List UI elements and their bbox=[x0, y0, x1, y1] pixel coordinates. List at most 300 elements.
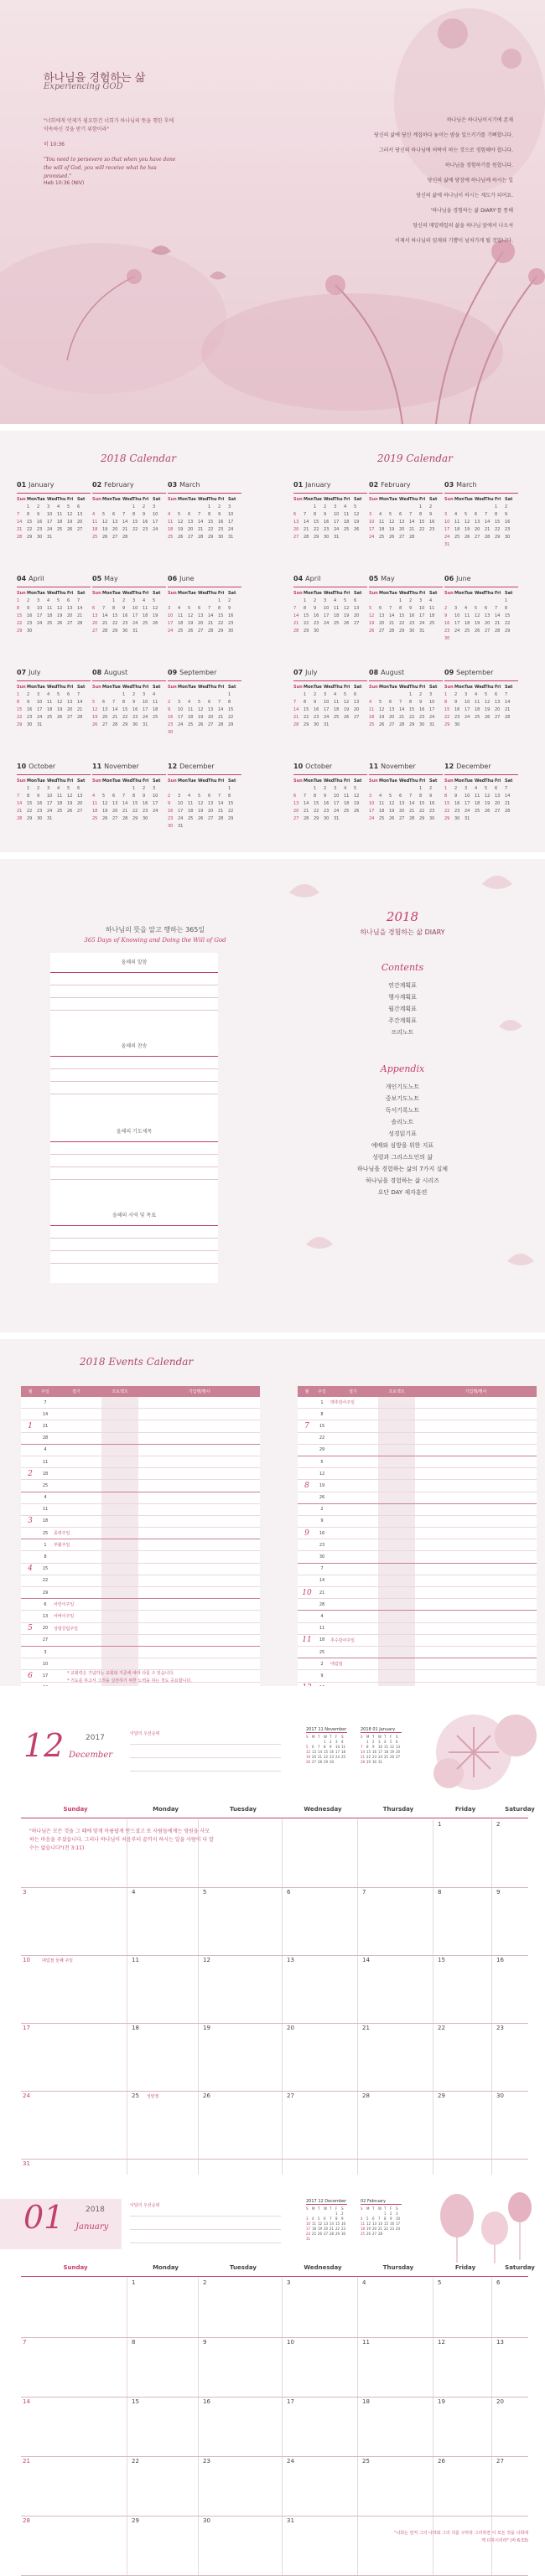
day-number: 4 bbox=[57, 504, 60, 510]
day-number: 23 bbox=[324, 809, 330, 814]
day-number: 22 bbox=[228, 809, 234, 814]
calendar-day[interactable]: 27 bbox=[496, 2458, 504, 2465]
day-number: 28 bbox=[17, 816, 23, 821]
toc-appendix-item[interactable]: 예배와 심방을 위한 지표 bbox=[371, 1142, 434, 1149]
day-number: 2 bbox=[168, 700, 171, 705]
table-row: 6 어린이주일 bbox=[21, 1599, 260, 1611]
day-number: 8 bbox=[505, 606, 508, 611]
calendar-day[interactable]: 18 bbox=[132, 2025, 139, 2031]
calendar-day[interactable]: 7 bbox=[23, 2339, 27, 2346]
day-number: 16 bbox=[168, 809, 174, 814]
day-number: 4 bbox=[334, 692, 337, 697]
toc-appendix-item[interactable]: 요단 DAY 제자훈련 bbox=[377, 1189, 428, 1196]
day-number: 10 bbox=[369, 801, 375, 806]
day-number: 25 bbox=[168, 535, 174, 540]
toc-appendix-item[interactable]: 솔리노트 bbox=[391, 1119, 414, 1125]
day-number: 10 bbox=[429, 700, 435, 705]
day-number: 20 bbox=[354, 707, 360, 712]
day-number: 19 bbox=[344, 707, 350, 712]
day-number: 28 bbox=[304, 535, 309, 540]
calendar-day[interactable]: 21 bbox=[362, 2025, 370, 2031]
calendar-day[interactable]: 11 bbox=[132, 1957, 139, 1963]
calendar-day[interactable]: 19 bbox=[203, 2025, 210, 2031]
calendar-day[interactable]: 8 bbox=[438, 1889, 442, 1896]
calendar-day[interactable]: 1 bbox=[132, 2279, 136, 2286]
calendar-day[interactable]: 13 bbox=[496, 2339, 504, 2346]
day-number: 9 bbox=[143, 512, 146, 517]
intro-heading-korean: 하나님의 뜻을 알고 행하는 365일 bbox=[105, 926, 205, 934]
toc-item[interactable]: 행사계획표 bbox=[388, 994, 417, 1001]
weekday-label: Fri bbox=[67, 778, 74, 784]
day-number: 16 bbox=[27, 707, 33, 712]
weekday-label: Sun bbox=[444, 591, 454, 596]
day-number: 7 bbox=[122, 512, 126, 517]
toc-appendix-item[interactable]: 하나님을 경험하는 삶 시리즈 bbox=[366, 1177, 439, 1184]
day-number: 2 bbox=[27, 692, 30, 697]
weekday-label: Fri bbox=[344, 778, 350, 784]
day-number: 19 bbox=[102, 527, 108, 532]
weekday-label: Mon bbox=[27, 685, 37, 690]
day-number: 23 bbox=[454, 715, 460, 720]
day-number: 23 bbox=[37, 527, 43, 532]
day-number: 24 bbox=[153, 809, 158, 814]
day-number: 24 bbox=[168, 628, 174, 634]
table-row: 8 bbox=[298, 1409, 537, 1420]
day-number: 9 bbox=[132, 700, 136, 705]
weekday-label: Fri bbox=[419, 497, 426, 502]
calendar-day[interactable]: 9 bbox=[496, 1889, 501, 1896]
month-calendar bbox=[444, 575, 518, 667]
calendar-day[interactable]: 25 bbox=[132, 2092, 139, 2099]
calendar-day[interactable]: 26 bbox=[203, 2092, 210, 2099]
day-number: 29 bbox=[17, 628, 23, 634]
day-number: 4 bbox=[188, 700, 191, 705]
day-number: 6 bbox=[112, 512, 116, 517]
weekday-label: Mon bbox=[27, 497, 37, 502]
day-number: 19 bbox=[198, 715, 204, 720]
day-number: 10 bbox=[168, 613, 174, 618]
day-number: 1 bbox=[17, 598, 20, 603]
goal-section-prayer: 올해의 기도제목 bbox=[50, 1127, 218, 1192]
month-name: September bbox=[179, 669, 217, 676]
day-number: 13 bbox=[293, 801, 299, 806]
day-number: 7 bbox=[389, 606, 392, 611]
calendar-day[interactable]: 2 bbox=[496, 1821, 501, 1828]
day-number: 22 bbox=[399, 621, 405, 626]
calendar-day[interactable]: 10 bbox=[23, 1957, 30, 1963]
toc-item[interactable]: 월간계획표 bbox=[388, 1006, 417, 1012]
day-number: 6 bbox=[208, 700, 211, 705]
day-number: 8 bbox=[228, 794, 231, 799]
weekday-label: Sat bbox=[153, 778, 161, 784]
day-number: 28 bbox=[122, 816, 128, 821]
calendar-day[interactable]: 31 bbox=[23, 2160, 30, 2167]
toc-contents-heading: Contents bbox=[381, 962, 424, 973]
day-number: 30 bbox=[27, 628, 33, 634]
month-name: September bbox=[456, 669, 494, 676]
day-number: 19 bbox=[153, 613, 158, 618]
weekday-label: Mon bbox=[178, 497, 188, 502]
calendar-day[interactable]: 11 bbox=[362, 2339, 370, 2346]
weekday-label: Thu bbox=[334, 591, 343, 596]
calendar-day[interactable]: 2 bbox=[203, 2279, 207, 2286]
day-number: 11 bbox=[465, 613, 470, 618]
table-row: 9 16 bbox=[298, 1528, 537, 1539]
day-number: 30 bbox=[505, 535, 511, 540]
weekday-label: Thu bbox=[409, 497, 418, 502]
calendar-day[interactable]: 12 bbox=[438, 2339, 445, 2346]
day-number: 8 bbox=[304, 700, 307, 705]
day-number: 28 bbox=[399, 722, 405, 727]
toc-item[interactable]: 주간계획표 bbox=[388, 1017, 417, 1024]
weekday-label: Sat bbox=[429, 591, 438, 596]
day-number: 3 bbox=[178, 700, 181, 705]
day-number: 16 bbox=[37, 520, 43, 525]
day-number: 14 bbox=[409, 801, 415, 806]
day-number: 28 bbox=[102, 628, 108, 634]
day-number: 13 bbox=[67, 606, 73, 611]
day-number: 16 bbox=[429, 801, 435, 806]
day-number: 24 bbox=[465, 715, 470, 720]
weekday-label: Sun bbox=[168, 497, 177, 502]
toc-appendix-item[interactable]: 중보기도노트 bbox=[385, 1095, 420, 1102]
month-name: August bbox=[381, 669, 405, 676]
month-calendar bbox=[168, 575, 241, 667]
toc-appendix-item[interactable]: 하나님을 경험하는 삶의 7가지 실체 bbox=[356, 1166, 449, 1172]
month-year: 2017 bbox=[86, 1734, 105, 1742]
mini-calendar-prev: 2017 11 November S M T W T F S 1 2 3 4 5 6 7 8 9 10 11 12 13 14 15 16 17 18 19 20 21 22 23 24 25 26 27 28 29 30 bbox=[306, 1727, 347, 1764]
calendar-day[interactable]: 17 bbox=[287, 2398, 294, 2405]
day-number: 16 bbox=[409, 613, 415, 618]
day-number: 24 bbox=[47, 527, 53, 532]
calendar-day[interactable]: 14 bbox=[23, 2398, 30, 2405]
weekday-label: Fri bbox=[218, 591, 225, 596]
day-number: 14 bbox=[17, 520, 23, 525]
calendar-day[interactable]: 3 bbox=[23, 1889, 27, 1896]
day-number: 2 bbox=[429, 786, 433, 791]
day-number: 9 bbox=[324, 794, 327, 799]
weekday-label: Fri bbox=[344, 685, 350, 690]
day-number: 25 bbox=[334, 621, 340, 626]
day-number: 21 bbox=[409, 809, 415, 814]
day-number: 23 bbox=[505, 527, 511, 532]
day-number: 8 bbox=[399, 606, 402, 611]
month-number: 03 bbox=[168, 481, 178, 489]
day-number: 7 bbox=[77, 598, 80, 603]
table-row: 25 bbox=[21, 1480, 260, 1492]
weekday-label: Fri bbox=[419, 685, 426, 690]
weekday-label: Mon bbox=[102, 685, 112, 690]
day-number: 25 bbox=[57, 527, 63, 532]
toc-item[interactable]: 연간계획표 bbox=[388, 982, 417, 989]
day-number: 25 bbox=[178, 628, 184, 634]
day-number: 17 bbox=[369, 809, 375, 814]
day-number: 12 bbox=[344, 700, 350, 705]
day-number: 12 bbox=[57, 700, 63, 705]
day-number: 5 bbox=[344, 598, 347, 603]
day-number: 14 bbox=[112, 707, 118, 712]
weekday-label: Tue bbox=[465, 685, 473, 690]
calendar-day[interactable]: 17 bbox=[23, 2025, 30, 2031]
calendar-day[interactable]: 20 bbox=[287, 2025, 294, 2031]
table-row: 7 bbox=[21, 1397, 260, 1409]
calendar-day[interactable]: 21 bbox=[23, 2458, 30, 2465]
day-number: 20 bbox=[475, 527, 480, 532]
day-number: 22 bbox=[208, 527, 214, 532]
calendar-day[interactable]: 30 bbox=[203, 2517, 210, 2524]
day-number: 9 bbox=[168, 801, 171, 806]
weekday-header: Sunday bbox=[63, 1806, 88, 1813]
day-number: 16 bbox=[27, 613, 33, 618]
calendar-day[interactable]: 30 bbox=[496, 2092, 504, 2099]
day-number: 15 bbox=[112, 613, 118, 618]
calendar-day[interactable]: 27 bbox=[287, 2092, 294, 2099]
day-number: 7 bbox=[495, 606, 498, 611]
toc-appendix-item[interactable]: 성경읽기표 bbox=[388, 1130, 417, 1137]
weekday-label: Thu bbox=[208, 591, 217, 596]
day-number: 3 bbox=[369, 512, 372, 517]
day-number: 30 bbox=[454, 722, 460, 727]
calendar-day[interactable]: 25 bbox=[362, 2458, 370, 2465]
snowflake-decoration bbox=[415, 1710, 545, 1794]
day-number: 21 bbox=[485, 527, 490, 532]
calendar-day[interactable]: 22 bbox=[438, 2025, 445, 2031]
table-row: 2 bbox=[298, 1504, 537, 1516]
day-number: 12 bbox=[153, 606, 158, 611]
day-number: 9 bbox=[505, 512, 508, 517]
day-number: 25 bbox=[379, 816, 385, 821]
balloon-decoration bbox=[419, 2182, 545, 2266]
day-number: 26 bbox=[178, 535, 184, 540]
day-number: 19 bbox=[102, 809, 108, 814]
day-number: 4 bbox=[475, 692, 478, 697]
day-number: 16 bbox=[454, 801, 460, 806]
day-number: 10 bbox=[47, 512, 53, 517]
day-number: 16 bbox=[218, 520, 224, 525]
day-number: 1 bbox=[314, 786, 317, 791]
calendar-day[interactable]: 22 bbox=[132, 2458, 139, 2465]
day-number: 17 bbox=[153, 520, 158, 525]
calendar-day[interactable]: 4 bbox=[362, 2279, 366, 2286]
day-number: 21 bbox=[122, 527, 128, 532]
day-number: 29 bbox=[419, 816, 425, 821]
calendar-day[interactable]: 3 bbox=[287, 2279, 291, 2286]
calendar-day[interactable]: 4 bbox=[132, 1889, 136, 1896]
day-number: 28 bbox=[485, 535, 490, 540]
toc-item[interactable]: 프리노트 bbox=[391, 1029, 414, 1036]
calendar-day[interactable]: 23 bbox=[203, 2458, 210, 2465]
day-number: 10 bbox=[334, 512, 340, 517]
weekday-label: Thu bbox=[132, 591, 142, 596]
month-calendar bbox=[369, 575, 443, 667]
calendar-day[interactable]: 10 bbox=[287, 2339, 294, 2346]
day-number: 8 bbox=[112, 606, 116, 611]
weekday-label: Fri bbox=[218, 778, 225, 784]
calendar-day[interactable]: 29 bbox=[132, 2517, 139, 2524]
calendar-day[interactable]: 15 bbox=[438, 1957, 445, 1963]
calendar-day[interactable]: 31 bbox=[287, 2517, 294, 2524]
calendar-day[interactable]: 16 bbox=[203, 2398, 210, 2405]
calendar-day[interactable]: 16 bbox=[496, 1957, 504, 1963]
calendar-day[interactable]: 13 bbox=[287, 1957, 294, 1963]
day-number: 30 bbox=[454, 816, 460, 821]
day-number: 15 bbox=[409, 707, 415, 712]
calendar-day[interactable]: 5 bbox=[438, 2279, 442, 2286]
day-number: 5 bbox=[57, 598, 60, 603]
toc-appendix-item[interactable]: 성령과 그리스도인의 삶 bbox=[371, 1154, 433, 1161]
calendar-day[interactable]: 24 bbox=[23, 2092, 30, 2099]
day-number: 23 bbox=[143, 527, 148, 532]
calendar-day[interactable]: 8 bbox=[132, 2339, 136, 2346]
day-number: 22 bbox=[304, 715, 309, 720]
weekday-header: Tuesday bbox=[230, 1806, 257, 1813]
intro-line: 당신의 매일매일의 삶을 하나님 앞에서 나오셔 bbox=[413, 223, 513, 229]
day-number: 27 bbox=[92, 628, 98, 634]
day-number: 3 bbox=[334, 786, 337, 791]
weekday-label: Sun bbox=[17, 778, 26, 784]
day-number: 11 bbox=[188, 801, 194, 806]
day-number: 17 bbox=[143, 707, 148, 712]
day-number: 6 bbox=[293, 512, 297, 517]
day-number: 7 bbox=[218, 794, 221, 799]
day-number: 4 bbox=[369, 700, 372, 705]
day-number: 2 bbox=[419, 692, 423, 697]
cover-quote-korean-ref: 히 10:36 bbox=[44, 142, 65, 147]
table-row: 1 21 bbox=[21, 1420, 260, 1432]
month-number: 02 bbox=[369, 481, 379, 489]
day-number: 12 bbox=[57, 606, 63, 611]
day-number: 13 bbox=[354, 700, 360, 705]
day-number: 19 bbox=[354, 520, 360, 525]
day-number: 26 bbox=[67, 527, 73, 532]
day-number: 17 bbox=[153, 801, 158, 806]
day-number: 20 bbox=[102, 715, 108, 720]
day-number: 5 bbox=[92, 700, 96, 705]
day-number: 12 bbox=[389, 801, 395, 806]
day-number: 26 bbox=[485, 715, 490, 720]
day-number: 26 bbox=[57, 621, 63, 626]
day-number: 19 bbox=[485, 707, 490, 712]
calendar-day[interactable]: 14 bbox=[362, 1957, 370, 1963]
month-name: August bbox=[104, 669, 128, 676]
weekday-label: Sat bbox=[77, 591, 86, 596]
month-name: March bbox=[179, 481, 200, 489]
day-number: 15 bbox=[27, 801, 33, 806]
day-number: 26 bbox=[369, 628, 375, 634]
day-number: 9 bbox=[228, 606, 231, 611]
day-number: 27 bbox=[475, 535, 480, 540]
day-number: 20 bbox=[92, 621, 98, 626]
day-number: 4 bbox=[429, 598, 433, 603]
day-number: 4 bbox=[188, 794, 191, 799]
weekday-label: Thu bbox=[485, 778, 494, 784]
calendar-day[interactable]: 6 bbox=[496, 2279, 501, 2286]
day-number: 24 bbox=[143, 715, 148, 720]
weekday-label: Wed bbox=[399, 497, 410, 502]
calendar-day[interactable]: 20 bbox=[496, 2398, 504, 2405]
calendar-day[interactable]: 6 bbox=[287, 1889, 291, 1896]
weekday-label: Fri bbox=[419, 778, 426, 784]
weekday-label: Tue bbox=[188, 685, 196, 690]
day-number: 7 bbox=[409, 512, 413, 517]
weekday-label: Fri bbox=[344, 591, 350, 596]
day-number: 19 bbox=[485, 801, 490, 806]
day-number: 19 bbox=[354, 801, 360, 806]
day-number: 23 bbox=[409, 621, 415, 626]
day-number: 10 bbox=[369, 520, 375, 525]
day-number: 11 bbox=[153, 700, 158, 705]
day-number: 25 bbox=[429, 621, 435, 626]
calendar-day[interactable]: 24 bbox=[287, 2458, 294, 2465]
day-number: 17 bbox=[178, 809, 184, 814]
day-number: 17 bbox=[465, 707, 470, 712]
intro-line: 당신의 삶에 당장에 하나님께 하시는 일 bbox=[427, 178, 513, 184]
weekday-label: Thu bbox=[485, 497, 494, 502]
calendar-day[interactable]: 12 bbox=[203, 1957, 210, 1963]
weekday-label: Mon bbox=[379, 497, 389, 502]
calendar-day[interactable]: 23 bbox=[496, 2025, 504, 2031]
toc-appendix-item[interactable]: 독서기록노트 bbox=[385, 1107, 420, 1114]
day-number: 5 bbox=[67, 504, 70, 510]
day-number: 10 bbox=[465, 700, 470, 705]
calendar-day[interactable]: 26 bbox=[438, 2458, 445, 2465]
day-number: 10 bbox=[37, 700, 43, 705]
table-row: 26 bbox=[298, 1492, 537, 1504]
month-calendar bbox=[293, 763, 367, 855]
day-number: 3 bbox=[429, 692, 433, 697]
calendar-day[interactable]: 1 bbox=[438, 1821, 442, 1828]
intro-line: 당신의 삶에 당신 계집하다 놓이는 밤을 일으키기를 기뻐합니다. bbox=[374, 132, 513, 138]
calendar-day[interactable]: 5 bbox=[203, 1889, 207, 1896]
intro-line: '하나님을 경험하는 삶 DIARY'를 통해 bbox=[430, 208, 513, 214]
calendar-day[interactable]: 18 bbox=[362, 2398, 370, 2405]
day-number: 1 bbox=[495, 504, 498, 510]
day-number: 21 bbox=[495, 621, 501, 626]
table-row: 29 bbox=[21, 1587, 260, 1599]
weekday-label: Thu bbox=[409, 778, 418, 784]
day-number: 18 bbox=[168, 527, 174, 532]
day-number: 13 bbox=[67, 700, 73, 705]
calendar-day[interactable]: 19 bbox=[438, 2398, 445, 2405]
day-number: 28 bbox=[77, 621, 83, 626]
calendar-day[interactable]: 28 bbox=[362, 2092, 370, 2099]
calendar-day[interactable]: 9 bbox=[203, 2339, 207, 2346]
day-number: 22 bbox=[419, 809, 425, 814]
day-number: 14 bbox=[293, 613, 299, 618]
month-number: 08 bbox=[92, 669, 102, 676]
calendar-day[interactable]: 7 bbox=[362, 1889, 366, 1896]
calendar-day[interactable]: 15 bbox=[132, 2398, 139, 2405]
table-row: 9 bbox=[298, 1516, 537, 1528]
table-row: 12 bbox=[298, 1468, 537, 1480]
calendar-day[interactable]: 28 bbox=[23, 2517, 30, 2524]
weekday-label: Thu bbox=[334, 685, 343, 690]
weekday-label: Fri bbox=[419, 591, 426, 596]
month-name: November bbox=[381, 763, 416, 770]
day-number: 22 bbox=[132, 809, 138, 814]
day-number: 10 bbox=[228, 512, 234, 517]
toc-appendix-item[interactable]: 개인기도노트 bbox=[385, 1084, 420, 1090]
weekday-label: Sat bbox=[77, 685, 86, 690]
weekday-label: Tue bbox=[389, 778, 397, 784]
weekday-label: Wed bbox=[324, 497, 335, 502]
toc-appendix-heading: Appendix bbox=[380, 1063, 425, 1074]
calendar-day[interactable]: 29 bbox=[438, 2092, 445, 2099]
table-row: 3 18 bbox=[21, 1516, 260, 1528]
day-number: 14 bbox=[77, 700, 83, 705]
weekday-label: Fri bbox=[67, 591, 74, 596]
weekday-label: Wed bbox=[47, 685, 58, 690]
